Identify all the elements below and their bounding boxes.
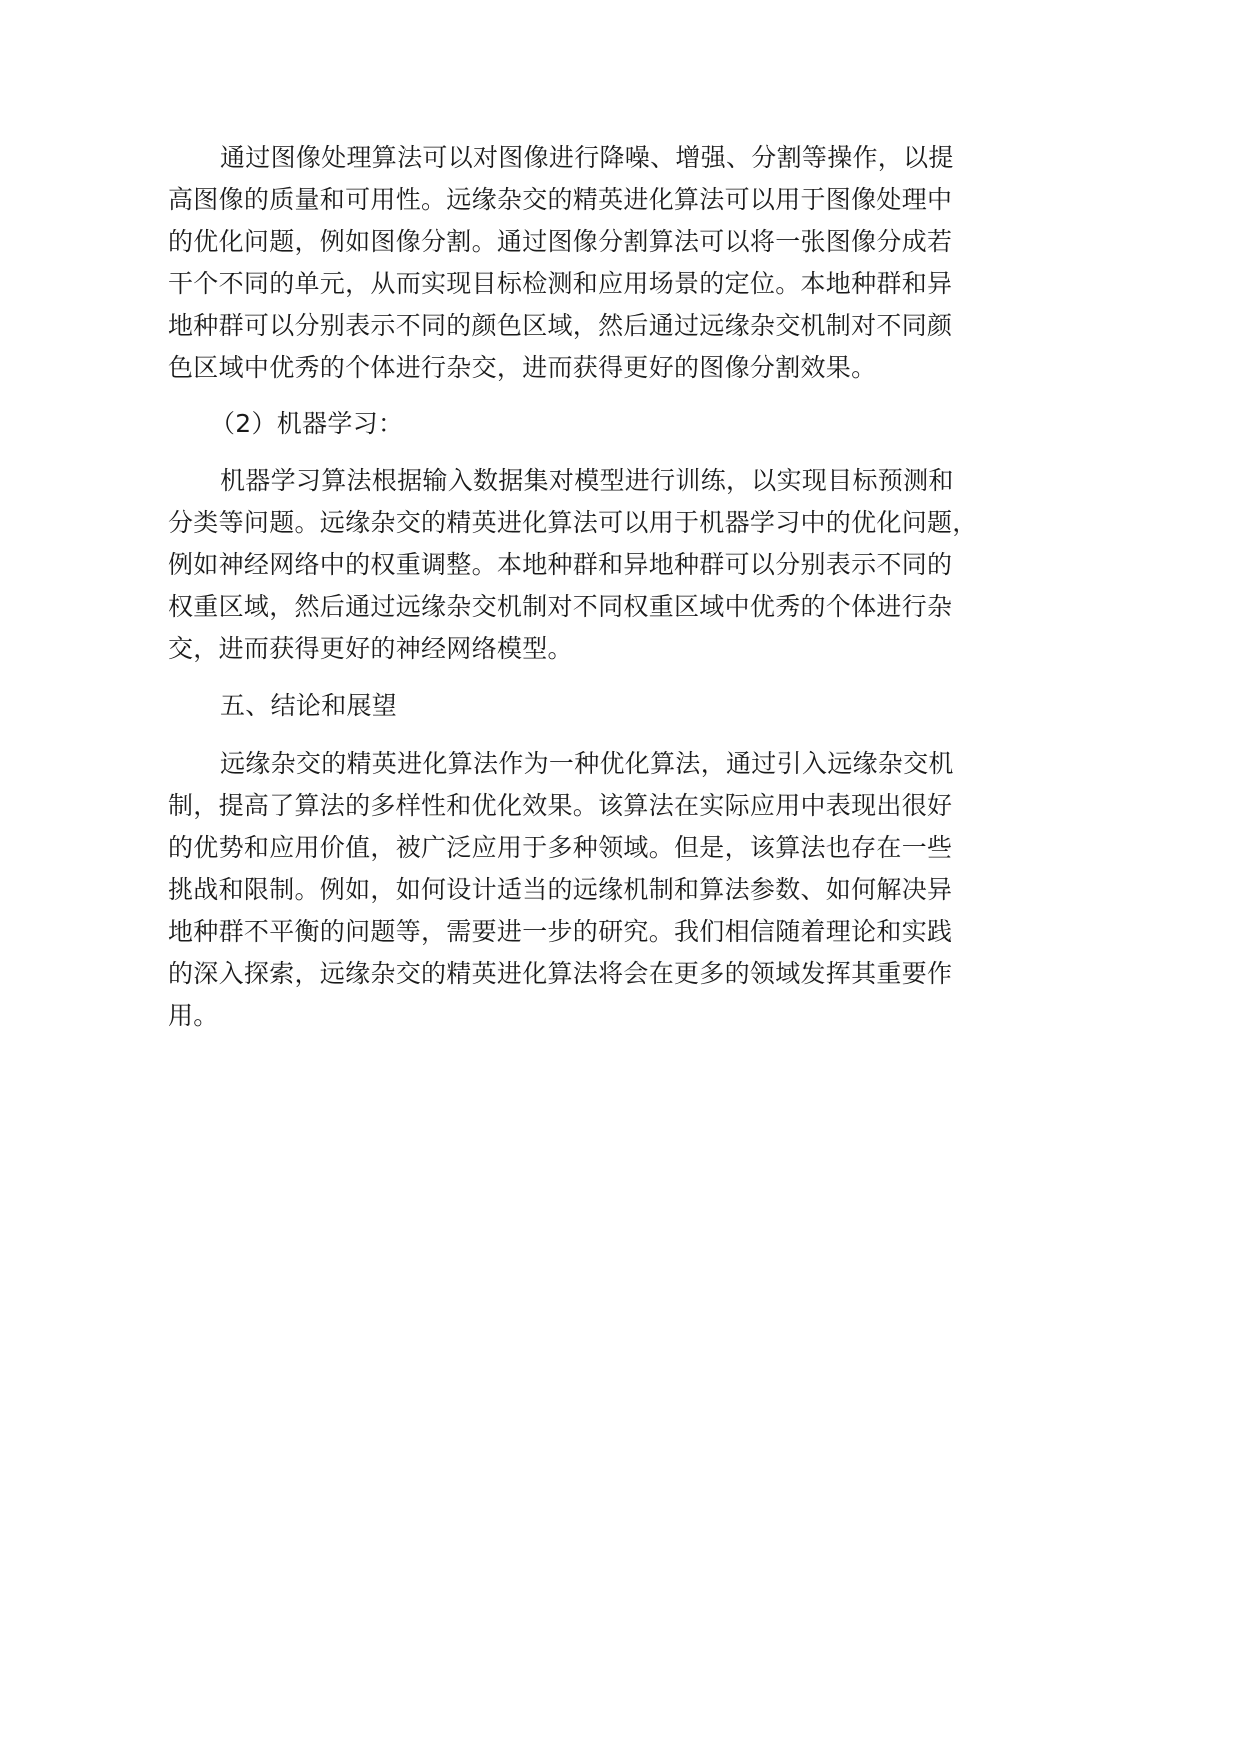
paragraph-3-line-5: 地种群不平衡的问题等，需要进一步的研究。我们相信随着理论和实践 <box>168 917 953 946</box>
subheading-machine-learning: （2）机器学习： <box>210 409 404 438</box>
paragraph-3-line-1: 远缘杂交的精英进化算法作为一种优化算法，通过引入远缘杂交机 <box>220 749 954 778</box>
paragraph-1-line-5: 地种群可以分别表示不同的颜色区域，然后通过远缘杂交机制对不同颜 <box>168 311 953 340</box>
paragraph-3-line-6: 的深入探索，远缘杂交的精英进化算法将会在更多的领域发挥其重要作 <box>168 959 953 988</box>
paragraph-1-line-3: 的优化问题，例如图像分割。通过图像分割算法可以将一张图像分成若 <box>168 227 953 256</box>
paragraph-2-line-1: 机器学习算法根据输入数据集对模型进行训练，以实现目标预测和 <box>220 466 954 495</box>
paragraph-3-line-4: 挑战和限制。例如，如何设计适当的远缘机制和算法参数、如何解决异 <box>168 875 953 904</box>
section-heading-conclusion: 五、结论和展望 <box>220 691 398 720</box>
paragraph-2-line-2: 分类等问题。远缘杂交的精英进化算法可以用于机器学习中的优化问题， <box>168 508 978 537</box>
paragraph-1-line-1: 通过图像处理算法可以对图像进行降噪、增强、分割等操作，以提 <box>220 143 954 172</box>
paragraph-3-line-3: 的优势和应用价值，被广泛应用于多种领域。但是，该算法也存在一些 <box>168 833 953 862</box>
paragraph-3-line-7: 用。 <box>168 1001 219 1030</box>
paragraph-2-line-3: 例如神经网络中的权重调整。本地种群和异地种群可以分别表示不同的 <box>168 550 953 579</box>
paragraph-1-line-6: 色区域中优秀的个体进行杂交，进而获得更好的图像分割效果。 <box>168 353 877 382</box>
paragraph-2-line-4: 权重区域，然后通过远缘杂交机制对不同权重区域中优秀的个体进行杂 <box>168 592 953 621</box>
paragraph-2-line-5: 交，进而获得更好的神经网络模型。 <box>168 634 573 663</box>
paragraph-3-line-2: 制，提高了算法的多样性和优化效果。该算法在实际应用中表现出很好 <box>168 791 953 820</box>
paragraph-1-line-4: 干个不同的单元，从而实现目标检测和应用场景的定位。本地种群和异 <box>168 269 953 298</box>
paragraph-1-line-2: 高图像的质量和可用性。远缘杂交的精英进化算法可以用于图像处理中 <box>168 185 953 214</box>
